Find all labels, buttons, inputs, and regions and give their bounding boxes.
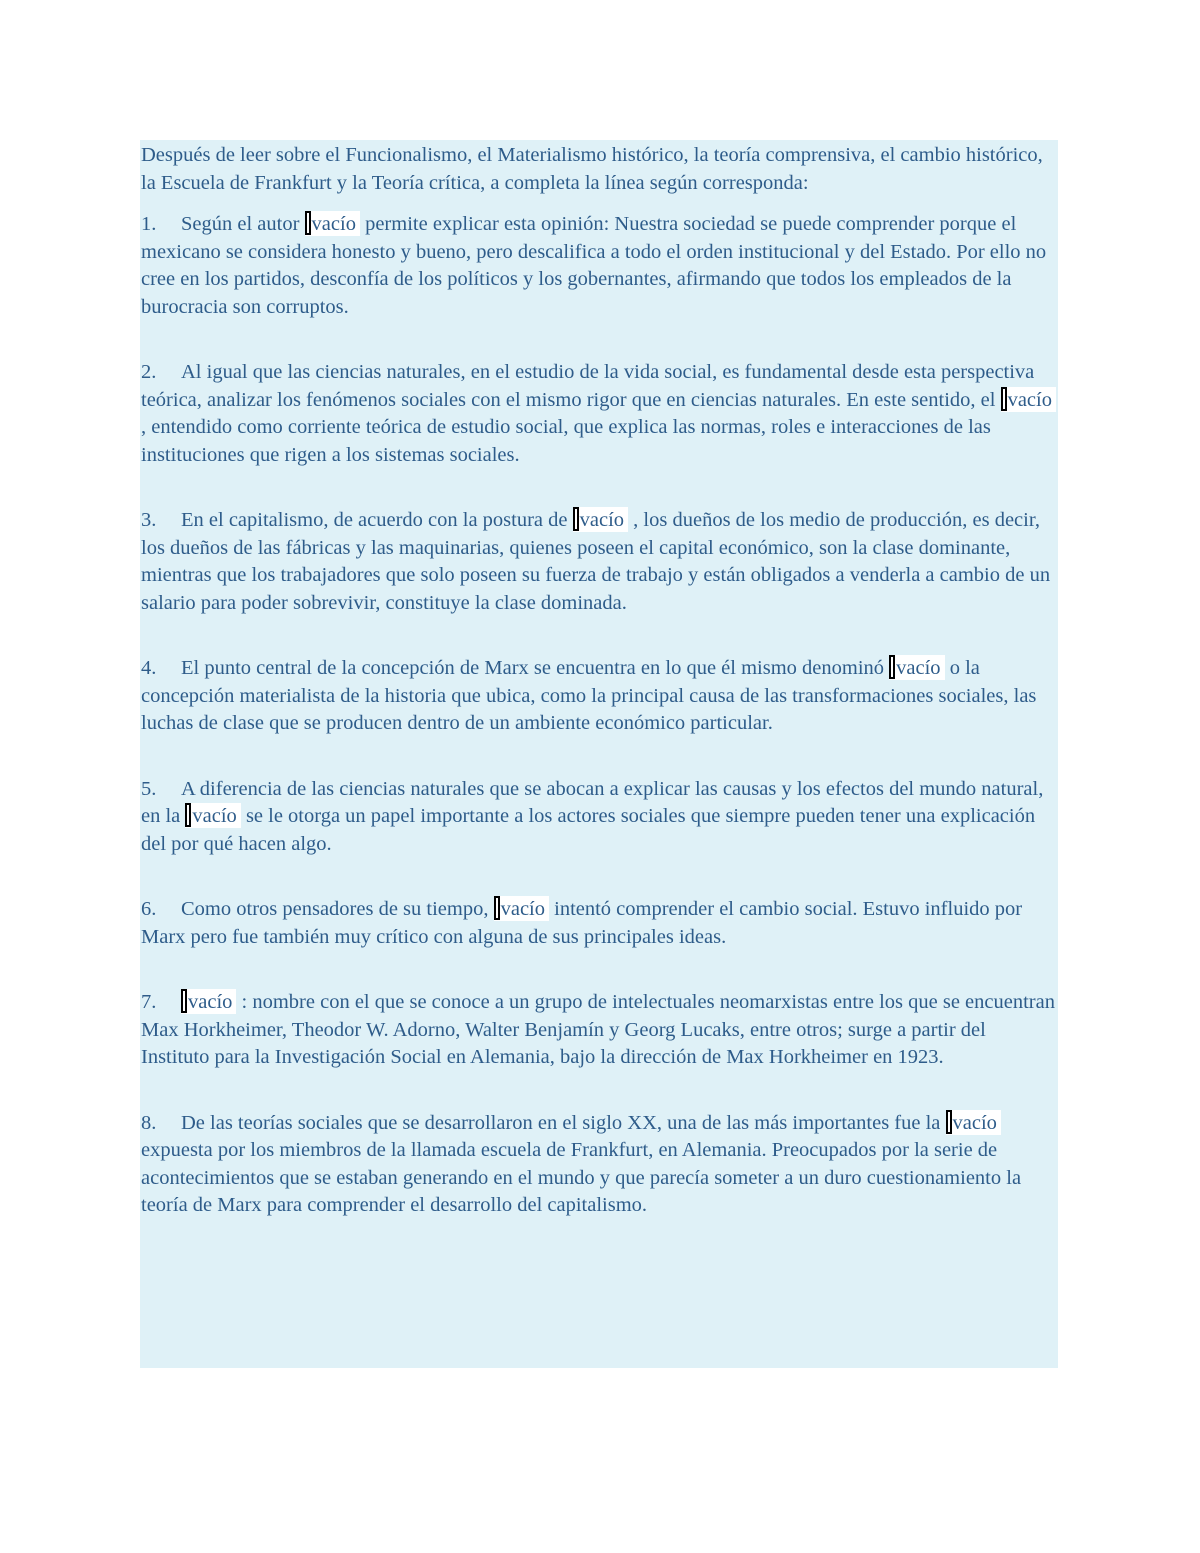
question-number: 1.: [141, 213, 157, 235]
question-number: 3.: [141, 509, 157, 531]
text-cursor-icon: [946, 1110, 952, 1134]
blank-placeholder: vacío: [311, 213, 356, 235]
question-number: 6.: [141, 898, 157, 920]
text-cursor-icon: [305, 211, 311, 235]
instructions-text: Después de leer sobre el Funcionalismo, el Materialismo histórico, la teoría comprensiva, el cambio histórico, la Escuela de Frankfurt y la Teoría crítica, a completa la línea según corresponda:: [141, 144, 1043, 194]
text-cursor-icon: [1001, 387, 1007, 411]
question-text-before: A diferencia de las ciencias naturales que se abocan a explicar las causas y los efectos del mundo natural, en la: [141, 777, 1044, 827]
question-3: [141, 507, 1058, 617]
question-text-after: : nombre con el que se conoce a un grupo de intelectuales neomarxistas entre los que se encuentran Max Horkheimer, Theodor W. Adorno, Walter Benjamín y Georg Lucaks, entre otros; surge a partir del Instituto para la Investigación Social en Alemania, bajo la dirección de Max Horkheimer en 1923.: [141, 991, 1055, 1068]
question-number: 8.: [141, 1111, 157, 1134]
question-number: 4.: [141, 657, 157, 679]
question-text-before: El punto central de la concepción de Marx se encuentra en lo que él mismo denominó: [181, 657, 890, 679]
question-7: [141, 989, 1058, 1072]
question-text-after: intentó comprender el cambio social. Estuvo influido por Marx pero fue también muy crítico con alguna de sus principales ideas.: [141, 898, 1023, 948]
question-number: 5.: [141, 777, 157, 800]
answer-blank-1[interactable]: [305, 211, 360, 236]
question-text-after: expuesta por los miembros de la llamada escuela de Frankfurt, en Alemania. Preocupados por la serie de acontecimientos que se estaban generando en el mundo y que parecía someter a un duro cuestionamiento la teoría de Marx para comprender el desarrollo del capitalismo.: [141, 1139, 1022, 1216]
question-text-before: De las teorías sociales que se desarrollaron en el siglo XX, una de las más importantes fue la: [181, 1111, 946, 1134]
question-text-after: se le otorga un papel importante a los actores sociales que siempre pueden tener una explicación del por qué hacen algo.: [141, 805, 1036, 855]
question-text-after: o la concepción materialista de la historia que ubica, como la principal causa de las transformaciones sociales, las luchas de clase que se producen dentro de un ambiente económico particular.: [141, 657, 1037, 734]
exercise-panel: [140, 140, 1058, 1368]
answer-blank-3[interactable]: [573, 507, 628, 532]
answer-blank-5[interactable]: [185, 803, 240, 828]
text-cursor-icon: [494, 896, 500, 920]
blank-placeholder: vacío: [192, 805, 237, 827]
question-text-before: En el capitalismo, de acuerdo con la postura de: [181, 509, 573, 531]
question-6: [141, 896, 1058, 951]
question-text-after: , entendido como corriente teórica de estudio social, que explica las normas, roles e interacciones de las instituciones que rigen a los sistemas sociales.: [141, 416, 991, 466]
question-8: [141, 1110, 1058, 1220]
question-1: [141, 211, 1058, 321]
question-text-before: Según el autor: [181, 213, 305, 235]
blank-placeholder: vacío: [500, 898, 545, 920]
question-number: 2.: [141, 361, 157, 383]
answer-blank-8[interactable]: [946, 1110, 1001, 1135]
text-cursor-icon: [573, 507, 579, 531]
question-text-before: Al igual que las ciencias naturales, en el estudio de la vida social, es fundamental desde esta perspectiva teórica, analizar los fenómenos sociales con el mismo rigor que en ciencias naturales. En este sentido, el: [141, 361, 1035, 411]
question-text-after: , los dueños de los medio de producción, es decir, los dueños de las fábricas y las maquinarias, quienes poseen el capital económico, son la clase dominante, mientras que los trabajadores que solo poseen su fuerza de trabajo y están obligados a venderla a cambio de un salario para poder sobrevivir, constituye la clase dominada.: [141, 509, 1051, 614]
answer-blank-2[interactable]: [1001, 387, 1056, 412]
text-cursor-icon: [889, 655, 895, 679]
question-2: [141, 359, 1058, 469]
question-text-before: Como otros pensadores de su tiempo,: [181, 898, 494, 920]
question-text-after: permite explicar esta opinión: Nuestra sociedad se puede comprender porque el mexicano se considera honesto y bueno, pero descalifica a todo el orden institucional y del Estado. Por ello no cree en los partidos, desconfía de los políticos y los gobernantes, afirmando que todos los empleados de la burocracia son corruptos.: [141, 213, 1047, 318]
question-number: 7.: [141, 991, 157, 1013]
blank-placeholder: vacío: [1007, 388, 1052, 411]
answer-blank-6[interactable]: [494, 896, 549, 921]
answer-blank-4[interactable]: [889, 655, 944, 680]
answer-blank-7[interactable]: [181, 989, 236, 1014]
blank-placeholder: vacío: [952, 1111, 997, 1134]
blank-placeholder: vacío: [188, 991, 233, 1013]
text-cursor-icon: [185, 803, 191, 827]
blank-placeholder: vacío: [896, 657, 941, 679]
blank-placeholder: vacío: [579, 509, 625, 531]
text-cursor-icon: [181, 989, 187, 1013]
question-4: [141, 655, 1058, 738]
question-5: [141, 776, 1058, 859]
